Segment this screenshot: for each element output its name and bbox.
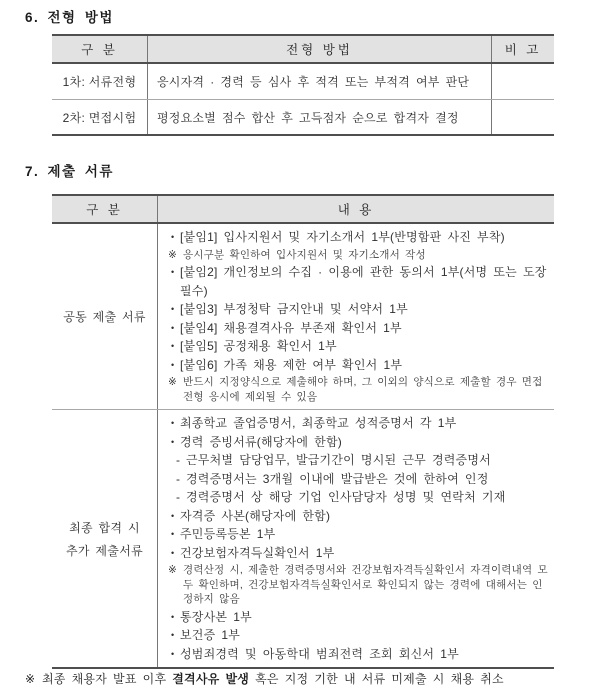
- header-cell-contents: 내 용: [337, 203, 375, 217]
- bullet-marker: •: [171, 529, 175, 539]
- list-note: ※ 반드시 지정양식으로 제출해야 하며, 그 이외의 양식으로 제출할 경우 면접전형 응시에 제외될 수 있음: [168, 376, 543, 403]
- section-6-title: 6. 전형 방법: [25, 10, 114, 25]
- common-documents-content: [158, 224, 554, 409]
- submission-documents-table: [52, 194, 554, 669]
- section-7-title: 7. 제출 서류: [25, 164, 114, 179]
- table-row-stage1: [52, 64, 554, 99]
- list-item: • [붙임6] 가족 채용 제한 여부 확인서 1부: [166, 356, 548, 375]
- list-note: ※ 경력산정 시, 제출한 경력증명서와 건강보험자격득실확인서 자격이력내역 모두 확인하며, 건강보험자격득실확인서로 확인되지 않는 경력에 대해서는 인정하지 않음: [168, 564, 548, 605]
- final-documents-content: [158, 410, 554, 667]
- row-label-line2: 추가 제출서류: [66, 543, 143, 558]
- list-item: • [붙임5] 공정채용 확인서 1부: [166, 337, 548, 356]
- stage1-method: 응시자격 · 경력 등 심사 후 적격 또는 부적격 여부 판단: [148, 64, 492, 99]
- row-label-line1: 최종 합격 시: [69, 520, 140, 535]
- list-item: • [붙임4] 채용결격사유 부존재 확인서 1부: [166, 319, 548, 338]
- list-item: • 건강보험자격득실확인서 1부: [166, 544, 548, 563]
- table-row-final-documents: [52, 409, 554, 667]
- stage1-category: 1차: 서류전형: [52, 64, 148, 99]
- bullet-marker: •: [171, 304, 175, 314]
- header-cell-category: 구 분: [52, 196, 158, 222]
- final-documents-label: [52, 410, 158, 667]
- table-row-stage2: [52, 99, 554, 134]
- list-item: • 성범죄경력 및 아동학대 범죄전력 조회 회신서 1부: [166, 645, 548, 664]
- note-marker: ※: [168, 376, 177, 388]
- bullet-marker: •: [171, 648, 175, 659]
- bullet-marker: •: [171, 341, 175, 351]
- list-item: • 경력 증빙서류(해당자에 한함): [166, 433, 548, 452]
- selection-method-table-header: [52, 36, 554, 64]
- header-cell-category: 구 분: [52, 36, 148, 62]
- note-marker: ※: [168, 248, 177, 261]
- header-cell-method: 전형 방법: [148, 36, 492, 62]
- bullet-marker: •: [171, 232, 175, 242]
- selection-method-table: [52, 34, 554, 136]
- dash-marker: -: [176, 471, 181, 486]
- bullet-marker: •: [171, 322, 175, 333]
- list-item: • 최종학교 졸업증명서, 최종학교 성적증명서 각 1부: [166, 414, 548, 433]
- dash-marker: -: [176, 490, 181, 504]
- list-item: • 주민등록등본 1부: [166, 525, 548, 544]
- bullet-marker: •: [171, 436, 175, 447]
- bullet-marker: •: [171, 418, 175, 428]
- list-note: ※ 응시구분 확인하여 입사지원서 및 자기소개서 작성: [168, 248, 426, 261]
- stage2-method: 평정요소별 점수 합산 후 고득점자 순으로 합격자 결정: [148, 100, 492, 134]
- row-label-text: 공동 제출 서류: [63, 310, 146, 324]
- footnote-text: 최종 채용자 발표 이후 결격사유 발생 혹은 지정 기한 내 서류 미제출 시 채용 취소: [42, 672, 504, 686]
- bullet-marker: •: [171, 510, 175, 521]
- bullet-marker: •: [171, 630, 175, 640]
- list-subitem: - 근무처별 담당업무, 발급기간이 명시된 근무 경력증명서: [166, 451, 548, 470]
- note-marker: ※: [25, 672, 36, 686]
- bullet-marker: •: [171, 547, 175, 558]
- dash-marker: -: [176, 453, 181, 467]
- common-documents-label: [52, 224, 158, 409]
- list-item: • 보건증 1부: [166, 626, 548, 645]
- bullet-marker: •: [171, 359, 175, 370]
- list-item: • [붙임2] 개인정보의 수집 · 이용에 관한 동의서 1부(서명 또는 도장필수): [166, 263, 548, 300]
- bullet-marker: •: [171, 267, 175, 277]
- list-subitem: - 경력증명서 상 해당 기업 인사담당자 성명 및 연락처 기재: [166, 488, 548, 507]
- stage1-remarks: [492, 64, 554, 99]
- cancellation-footnote: [25, 672, 600, 687]
- header-cell-remarks: 비 고: [504, 43, 542, 57]
- footnote-bold-text: 결격사유 발생: [172, 672, 250, 686]
- list-item: • 통장사본 1부: [166, 608, 548, 627]
- stage2-category: 2차: 면접시험: [52, 100, 148, 134]
- list-subitem: - 경력증명서는 3개월 이내에 발급받은 것에 한하여 인정: [166, 470, 548, 489]
- list-item: • [붙임1] 입사지원서 및 자기소개서 1부(반명함판 사진 부착): [166, 228, 548, 247]
- list-item: • [붙임3] 부정청탁 금지안내 및 서약서 1부: [166, 300, 548, 319]
- bullet-marker: •: [171, 611, 175, 622]
- submission-table-header: [52, 196, 554, 224]
- list-item: • 자격증 사본(해당자에 한함): [166, 507, 548, 526]
- stage2-remarks: [492, 100, 554, 134]
- note-marker: ※: [168, 564, 177, 576]
- table-row-common-documents: [52, 224, 554, 409]
